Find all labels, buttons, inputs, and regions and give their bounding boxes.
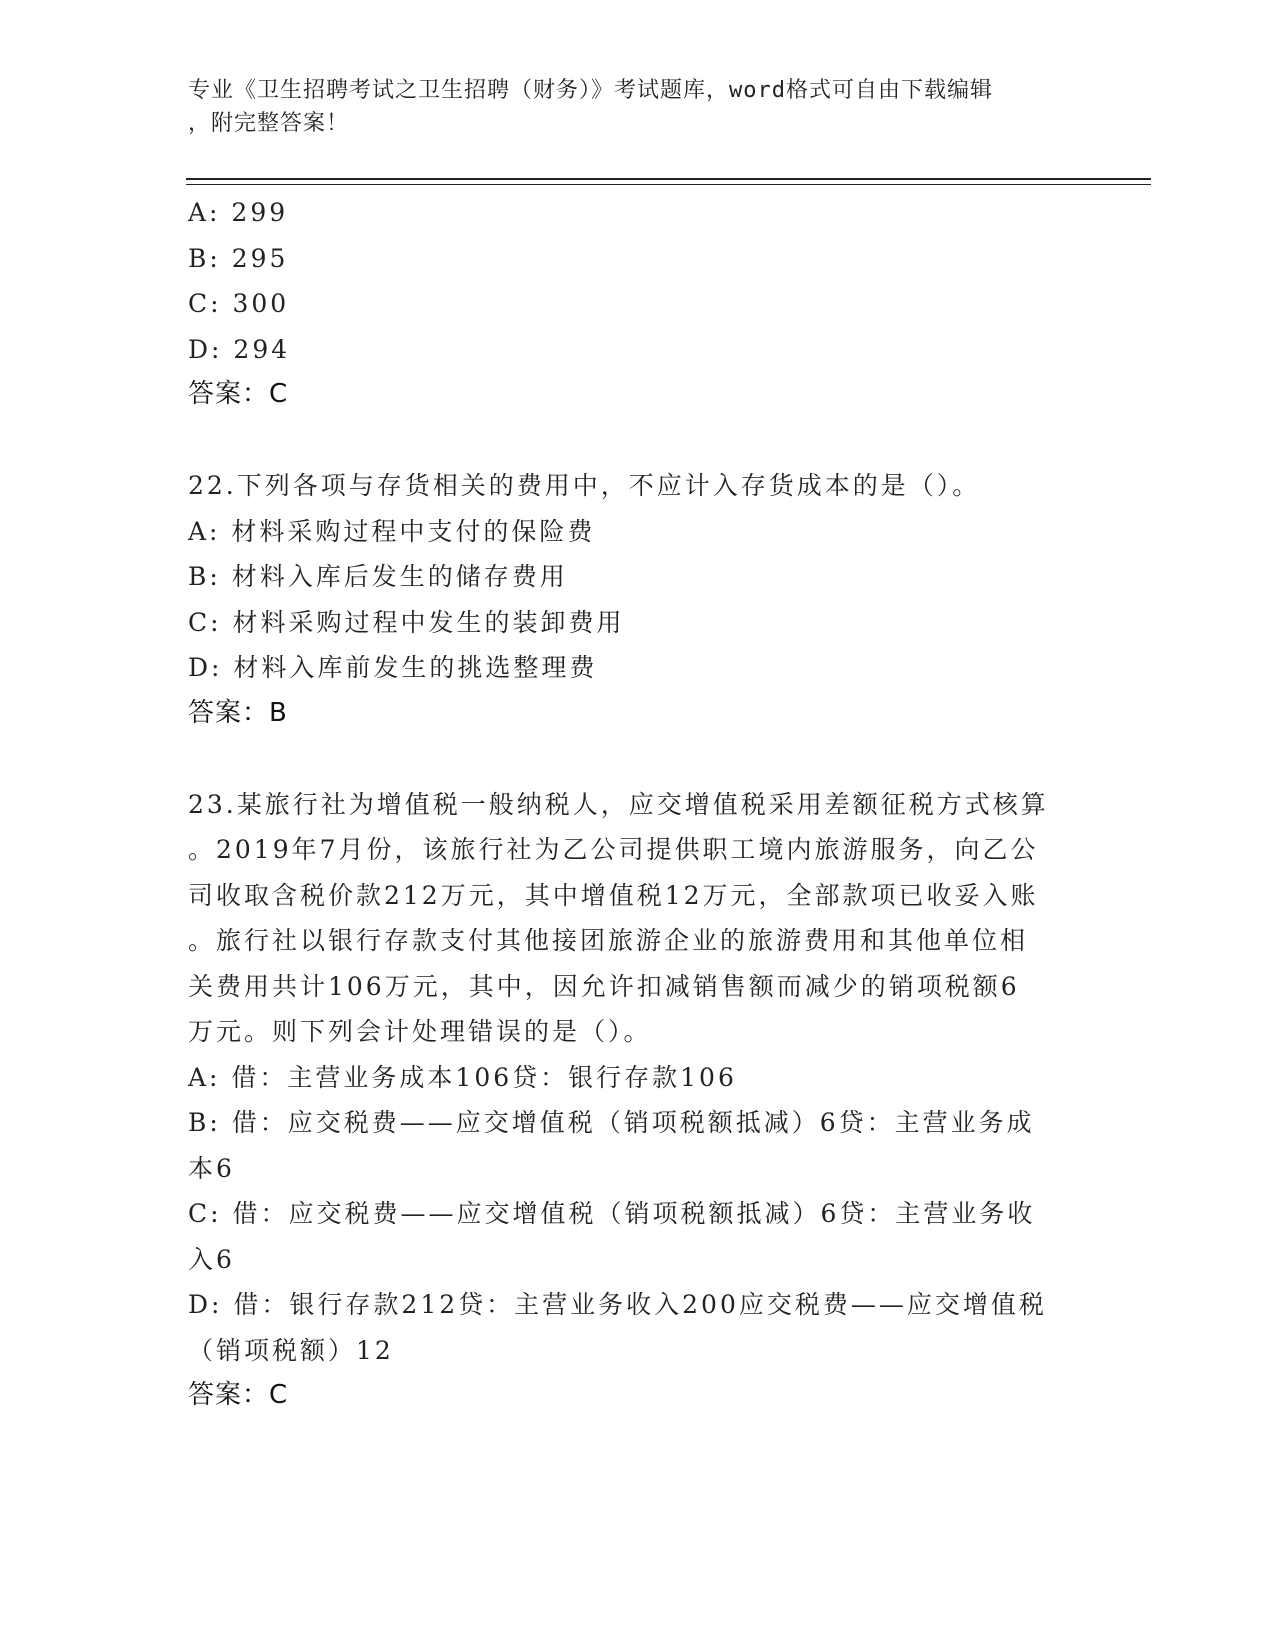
option-line: C: 借：应交税费——应交增值税（销项税额抵减）6贷：主营业务收: [188, 1199, 1036, 1228]
option-a: A: 299: [188, 198, 289, 227]
question-text-line: 。2019年7月份，该旅行社为乙公司提供职工境内旅游服务，向乙公: [188, 835, 1039, 864]
header-line-1: 专业《卫生招聘考试之卫生招聘（财务）》考试题库，word格式可自由下载编辑: [188, 78, 993, 103]
option-b: B: 295: [188, 243, 289, 273]
answer: 答案：C: [188, 379, 289, 409]
option-line: A: 借：主营业务成本106贷：银行存款106: [188, 1062, 737, 1092]
option-d: D: 294: [188, 334, 291, 364]
option-a: [188, 1055, 1078, 1101]
option-a: A: 材料采购过程中支付的保险费: [188, 516, 596, 546]
header-line-2: ，附完整答案！: [188, 111, 350, 136]
option-line: （销项税额）12: [188, 1335, 394, 1365]
question-21: [188, 190, 1078, 418]
option-line: 入6: [188, 1244, 235, 1274]
question-23: [188, 782, 1078, 1419]
question-text-line: 关费用共计106万元，其中，因允许扣减销售额而减少的销项税额6: [188, 971, 1020, 1001]
option-line: B: 借：应交税费——应交增值税（销项税额抵减）6贷：主营业务成: [188, 1108, 1035, 1137]
option-d: [188, 1282, 1078, 1373]
spacer: [188, 736, 1078, 782]
question-text-line: 。旅行社以银行存款支付其他接团旅游企业的旅游费用和其他单位相: [188, 926, 1029, 955]
question-22: [188, 463, 1078, 736]
option-b: B: 材料入库后发生的储存费用: [188, 562, 568, 591]
question-text-line: 万元。则下列会计处理错误的是（）。: [188, 1017, 652, 1046]
answer: 答案：B: [188, 697, 288, 728]
option-line: 本6: [188, 1153, 235, 1183]
option-line: D: 借：银行存款212贷：主营业务收入200应交税费——应交增值税: [188, 1290, 1047, 1319]
option-c: C: 材料采购过程中发生的装卸费用: [188, 607, 625, 637]
option-c: C: 300: [188, 289, 290, 318]
question-text: 22.下列各项与存货相关的费用中，不应计入存货成本的是（）。: [188, 471, 981, 500]
option-d: D: 材料入库前发生的挑选整理费: [188, 653, 598, 682]
question-text-line: 23.某旅行社为增值税一般纳税人，应交增值税采用差额征税方式核算: [188, 789, 1049, 819]
spacer: [188, 418, 1078, 464]
question-text-line: 司收取含税价款212万元，其中增值税12万元，全部款项已收妥入账: [188, 880, 1039, 910]
header-divider-thin: [186, 184, 1151, 185]
option-b: [188, 1100, 1078, 1191]
header-divider-thick: [186, 178, 1151, 180]
answer: 答案：C: [188, 1380, 289, 1410]
option-c: [188, 1191, 1078, 1282]
question-content: [188, 190, 1078, 1419]
document-header: [188, 74, 1068, 140]
